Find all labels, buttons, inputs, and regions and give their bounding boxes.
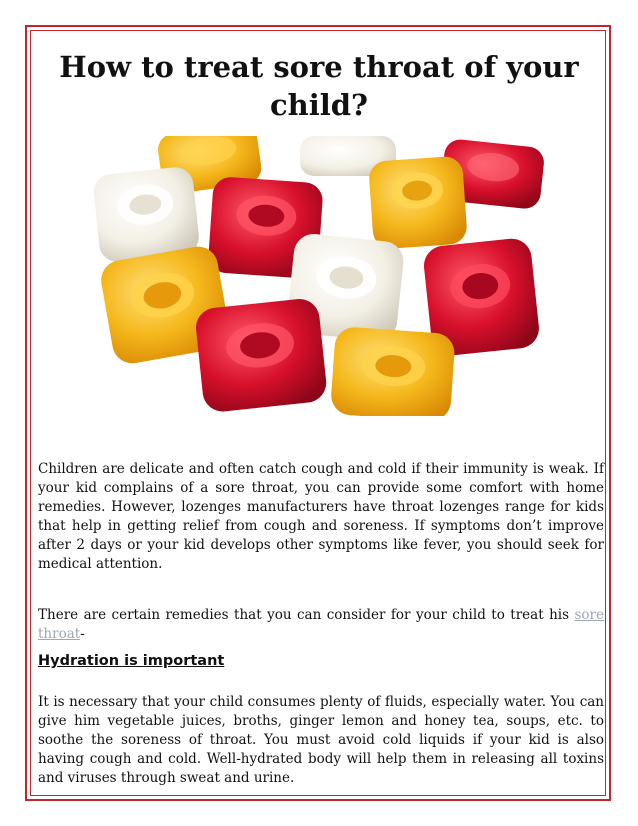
article-body (38, 460, 604, 788)
lozenges-photo (86, 136, 556, 416)
hydration-paragraph: It is necessary that your child consumes plenty of fluids, especially water. You can give him vegetable juices, broths, ginger lemon and honey tea, soups, etc. to soothe the soreness of throat. You must avoid cold liquids if your kid is also having cough and cold. Well-hydrated body will help them in releasing all toxins and viruses through sweat and urine. (38, 694, 604, 786)
intro-paragraph: Children are delicate and often catch cough and cold if their immunity is weak. If your kid complains of a sore throat, you can provide some comfort with home remedies. However, lozenges manufacturers have throat lozenges range for kids that help in getting relief from cough and soreness. If symptoms don’t improve after 2 days or your kid develops other symptoms like fever, you should seek for medical attention. (38, 461, 604, 572)
page-title: How to treat sore throat of your child? (59, 50, 579, 122)
hydration-subheading: Hydration is important (38, 653, 225, 669)
lozenge-red (194, 297, 328, 413)
remedies-suffix: - (80, 626, 85, 642)
sore-throat-link[interactable]: sore throat (38, 607, 604, 642)
remedies-text: There are certain remedies that you can consider for your child to treat his (38, 607, 575, 623)
lozenge-yellow (368, 155, 468, 249)
remedies-paragraph (38, 606, 604, 644)
lozenge-yellow (330, 326, 456, 416)
